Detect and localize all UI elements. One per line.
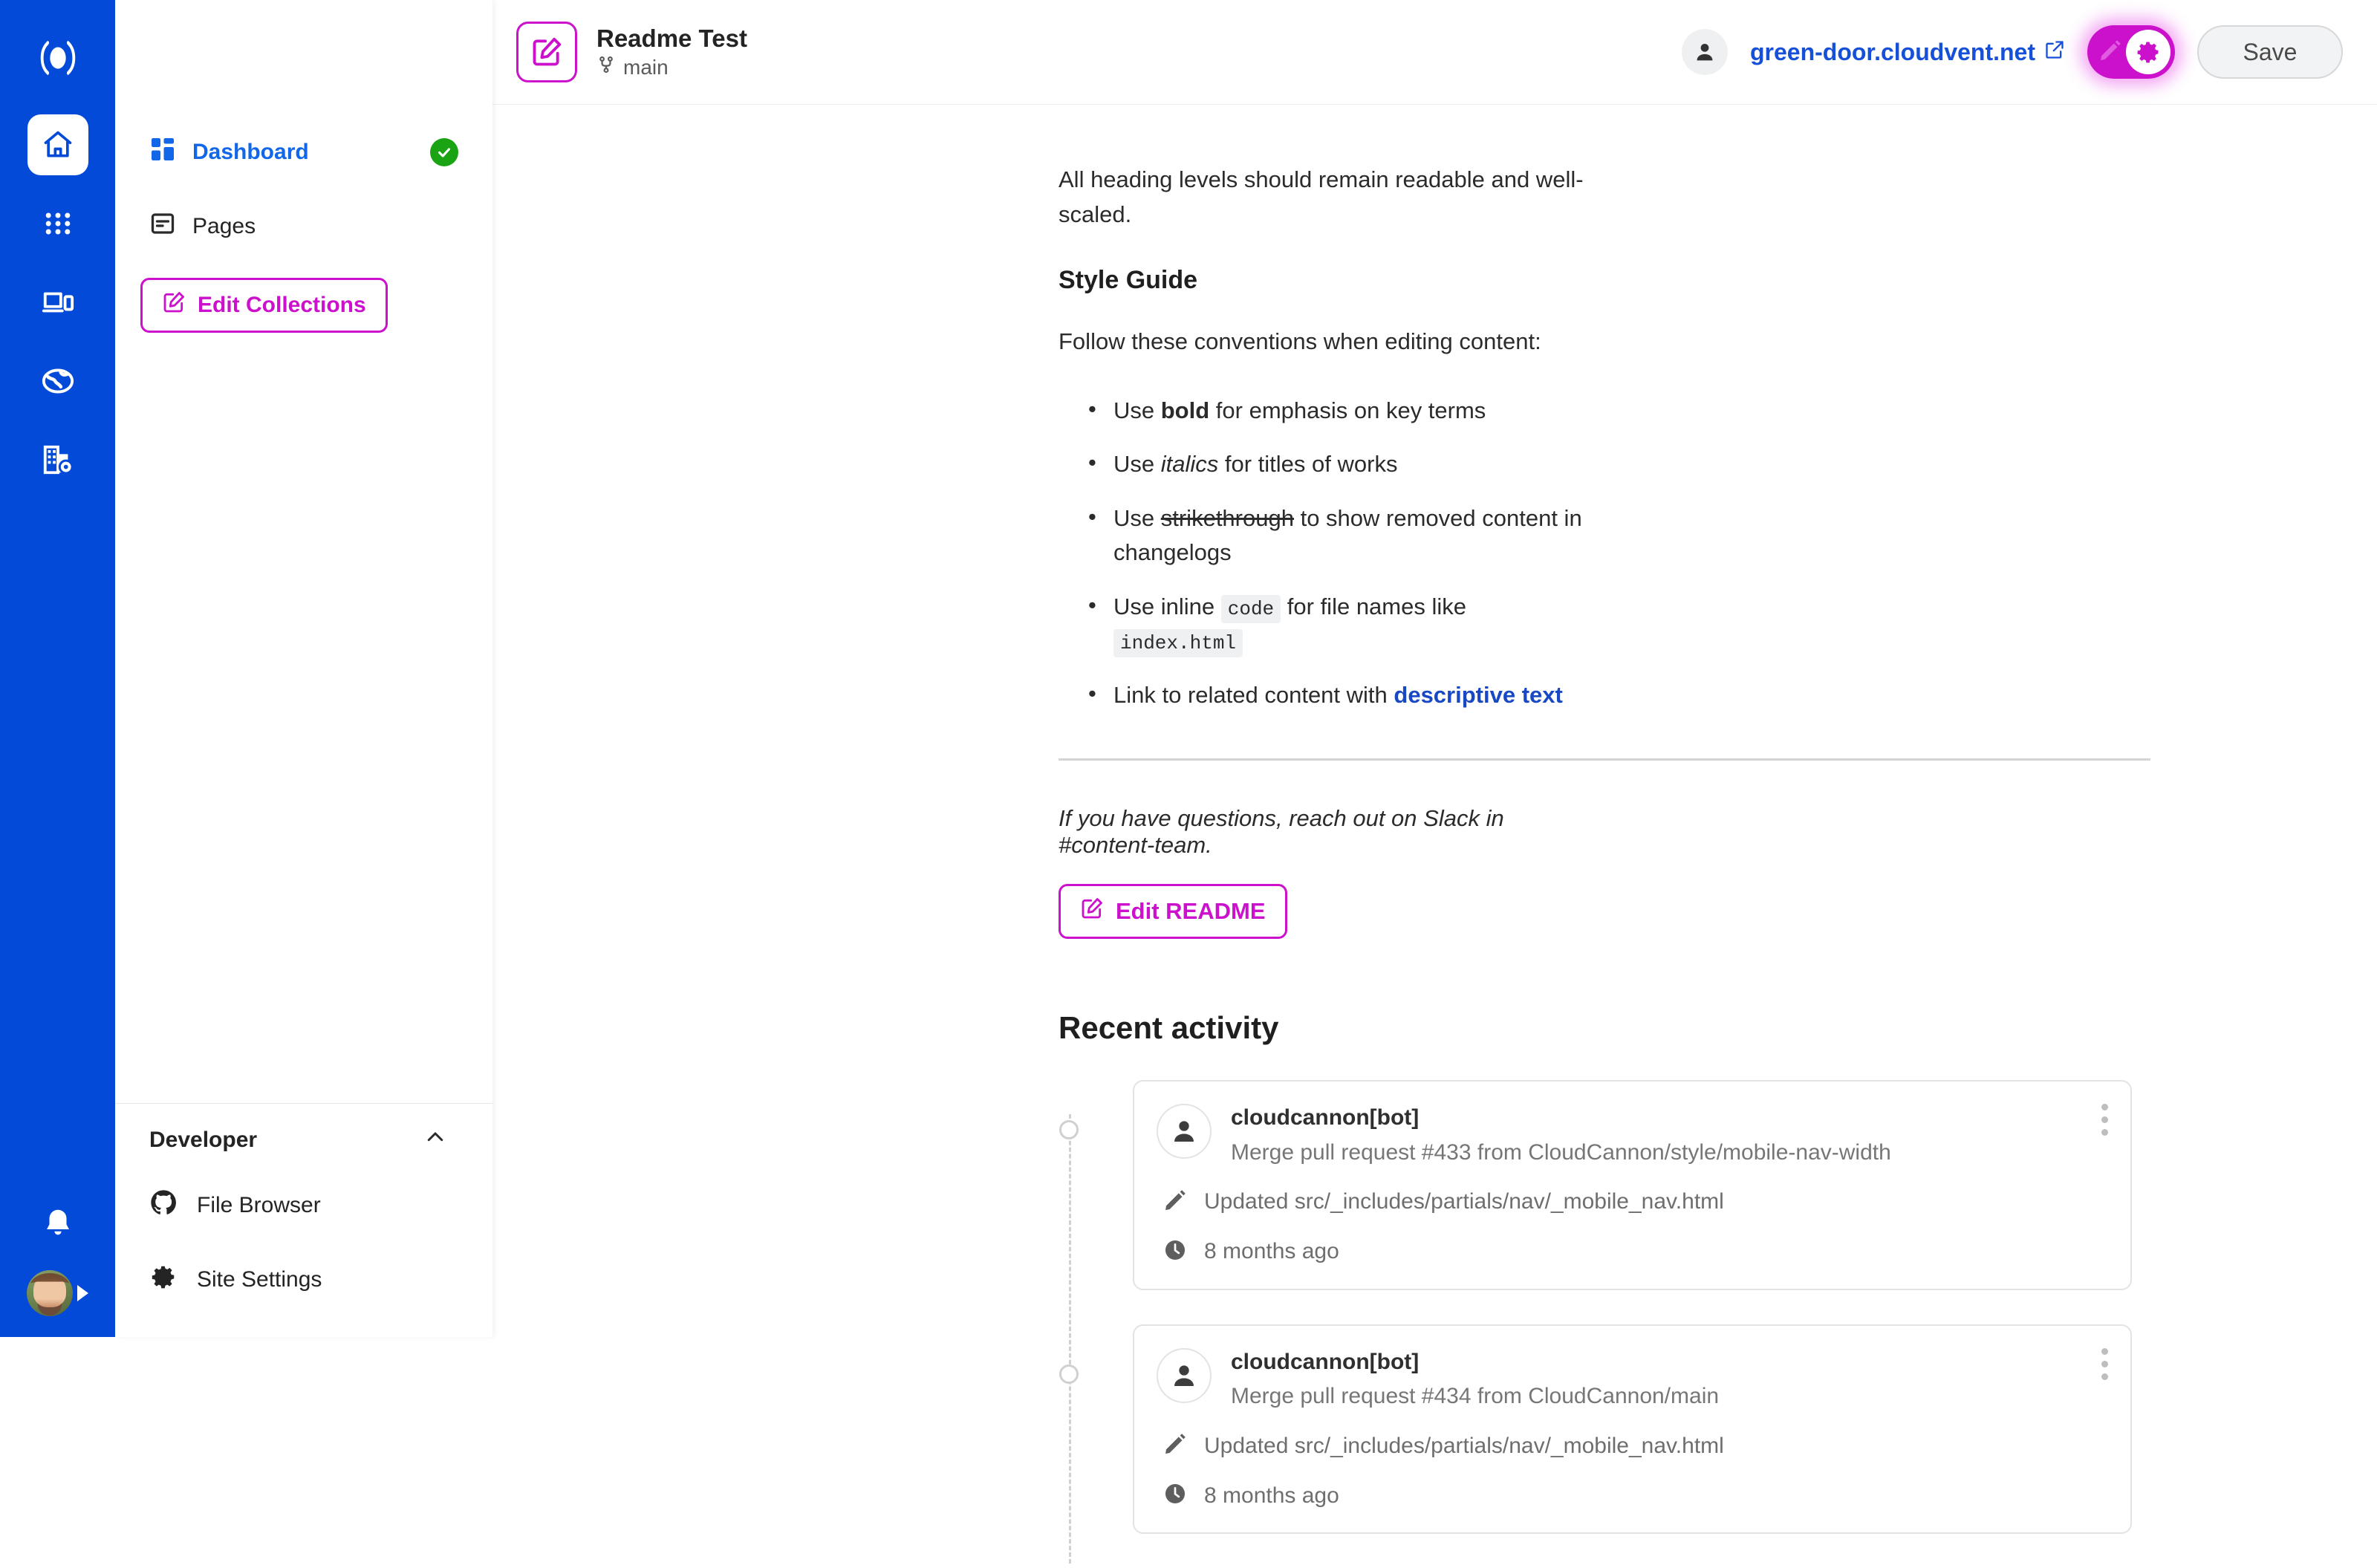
secondary-nav-panel [115,0,492,1337]
bullet-pre: Use [1113,451,1161,477]
bullet-mid: for file names like [1281,593,1466,619]
user-icon[interactable] [1682,29,1728,75]
rail-item-organisation[interactable] [27,429,88,490]
timeline-line [1069,1114,1071,1564]
style-guide-heading: Style Guide [1059,266,1198,294]
activity-card[interactable] [1133,1324,2132,1535]
activity-author: cloudcannon[bot] [1231,1105,1420,1130]
pencil-icon [2092,38,2123,67]
external-link-icon [2044,39,2065,66]
bullet-post: to show removed content in changelogs [1113,504,1582,565]
chevron-up-icon[interactable] [424,1126,446,1154]
avatar-photo [27,1270,73,1316]
sidebar-item-label: Dashboard [192,140,309,164]
activity-author: cloudcannon[bot] [1231,1349,1420,1374]
edit-settings-toggle[interactable] [2087,25,2175,79]
activity-time-row [1157,1237,2105,1266]
gear-icon [149,1263,178,1297]
slack-note: If you have questions, reach out on Slack in #content-team. [1059,805,1504,858]
list-item [1088,394,1586,429]
content-scroll-area[interactable] [492,104,2377,1568]
edit-collections-button[interactable] [140,278,388,333]
dashboard-icon [149,136,176,169]
developer-title: Developer [149,1128,258,1152]
timeline-entry [1133,1324,1724,1535]
sidebar-item-dashboard[interactable] [136,129,472,175]
kebab-menu-icon[interactable] [2101,1104,2108,1136]
developer-section [115,1104,492,1337]
list-item [1088,678,1586,713]
avatar [1157,1104,1212,1159]
site-url-label: green-door.cloudvent.net [1749,38,2035,65]
activity-card[interactable] [1133,1080,2132,1290]
edit-collections-label: Edit Collections [198,293,366,317]
timeline-dot [1059,1364,1079,1384]
recent-activity-heading: Recent activity [1059,1010,1279,1045]
developer-section-header[interactable] [149,1126,458,1154]
activity-updated-row [1157,1431,2105,1460]
pages-icon [149,210,176,243]
activity-card-text [1231,1348,1719,1411]
sidebar-item-label: File Browser [197,1193,321,1217]
activity-updated-path: Updated src/_includes/partials/nav/_mobile_nav.html [1204,1433,1724,1458]
style-guide-intro: Follow these conventions when editing content: [1059,328,1541,354]
caret-right-icon[interactable] [77,1285,88,1301]
timeline-dot [1059,1120,1079,1139]
sidebar-item-label: Site Settings [197,1267,322,1292]
activity-card-text [1231,1104,1891,1167]
list-item [1088,590,1586,659]
rail-item-home[interactable] [27,114,88,175]
site-title-block [596,25,747,80]
inline-code-filename: index.html [1113,629,1243,657]
list-item [1088,447,1586,482]
activity-updated-path: Updated src/_includes/partials/nav/_mobile_nav.html [1204,1189,1724,1214]
bullet-em: italics [1160,451,1219,477]
main-region [492,0,2377,1508]
bullet-pre: Use inline [1113,593,1221,619]
pencil-icon [1163,1431,1188,1460]
branch-indicator[interactable] [596,55,747,79]
cloudcannon-logo-icon[interactable] [22,22,94,94]
descriptive-text-link[interactable]: descriptive text [1394,681,1563,708]
bullet-pre: Use [1113,397,1161,423]
bullet-strong: bold [1160,397,1210,423]
top-bar [492,0,2377,104]
bell-icon[interactable] [27,1193,88,1254]
inline-code: code [1221,595,1281,623]
conventions-list [1059,394,1586,713]
activity-updated-row [1157,1188,2105,1217]
gear-icon [2126,30,2170,74]
timeline-entry [1133,1080,1891,1290]
bullet-pre: Link to related content with [1113,681,1394,708]
branch-label: main [623,55,669,79]
site-url-link[interactable] [1750,39,2065,66]
clock-icon [1163,1237,1188,1266]
readme-document [509,105,1891,1534]
git-branch-icon [596,55,616,79]
topbar-actions [1682,25,2343,79]
intro-paragraph: All heading levels should remain readable and well-scaled. [1059,166,1584,227]
clock-icon [1163,1481,1188,1510]
activity-time: 8 months ago [1204,1483,1339,1508]
site-identity [492,22,747,82]
sidebar-item-site-settings[interactable] [149,1263,458,1297]
rail-item-global[interactable] [27,351,88,411]
bullet-pre: Use [1113,504,1161,531]
rail-item-apps[interactable] [27,193,88,254]
site-logo-button[interactable] [516,22,577,82]
nav-item-list [115,104,492,1103]
user-avatar[interactable] [27,1270,88,1316]
edit-square-icon [1080,897,1104,926]
page-title: Readme Test [596,24,747,52]
activity-time: 8 months ago [1204,1239,1339,1263]
rail-item-devices[interactable] [27,272,88,333]
kebab-menu-icon[interactable] [2101,1348,2108,1380]
github-icon [149,1188,178,1223]
activity-time-row [1157,1481,2105,1510]
bullet-post: for emphasis on key terms [1209,397,1486,423]
edit-readme-label: Edit README [1116,898,1266,924]
save-button[interactable]: Save [2197,25,2343,79]
list-item [1088,501,1586,570]
navpanel-header-spacer [115,0,492,104]
status-badge [430,138,458,166]
activity-timeline [1059,1080,1891,1534]
bullet-post: for titles of works [1218,451,1398,477]
activity-message: Merge pull request #434 from CloudCannon/main [1231,1384,1720,1408]
horizontal-rule [1059,758,2150,761]
edit-readme-button[interactable] [1059,884,1287,939]
sidebar-item-label: Pages [192,214,256,238]
activity-card-header [1157,1104,2105,1167]
activity-card-header [1157,1348,2105,1411]
avatar [1157,1348,1212,1403]
activity-message: Merge pull request #433 from CloudCannon/style/mobile-nav-width [1231,1139,1891,1165]
sidebar-item-pages[interactable] [136,204,472,250]
bullet-strikethrough: strikethrough [1160,504,1294,531]
edit-square-icon [162,290,186,320]
icon-rail [0,0,115,1337]
pencil-icon [1163,1188,1188,1217]
sidebar-item-file-browser[interactable] [149,1188,458,1223]
